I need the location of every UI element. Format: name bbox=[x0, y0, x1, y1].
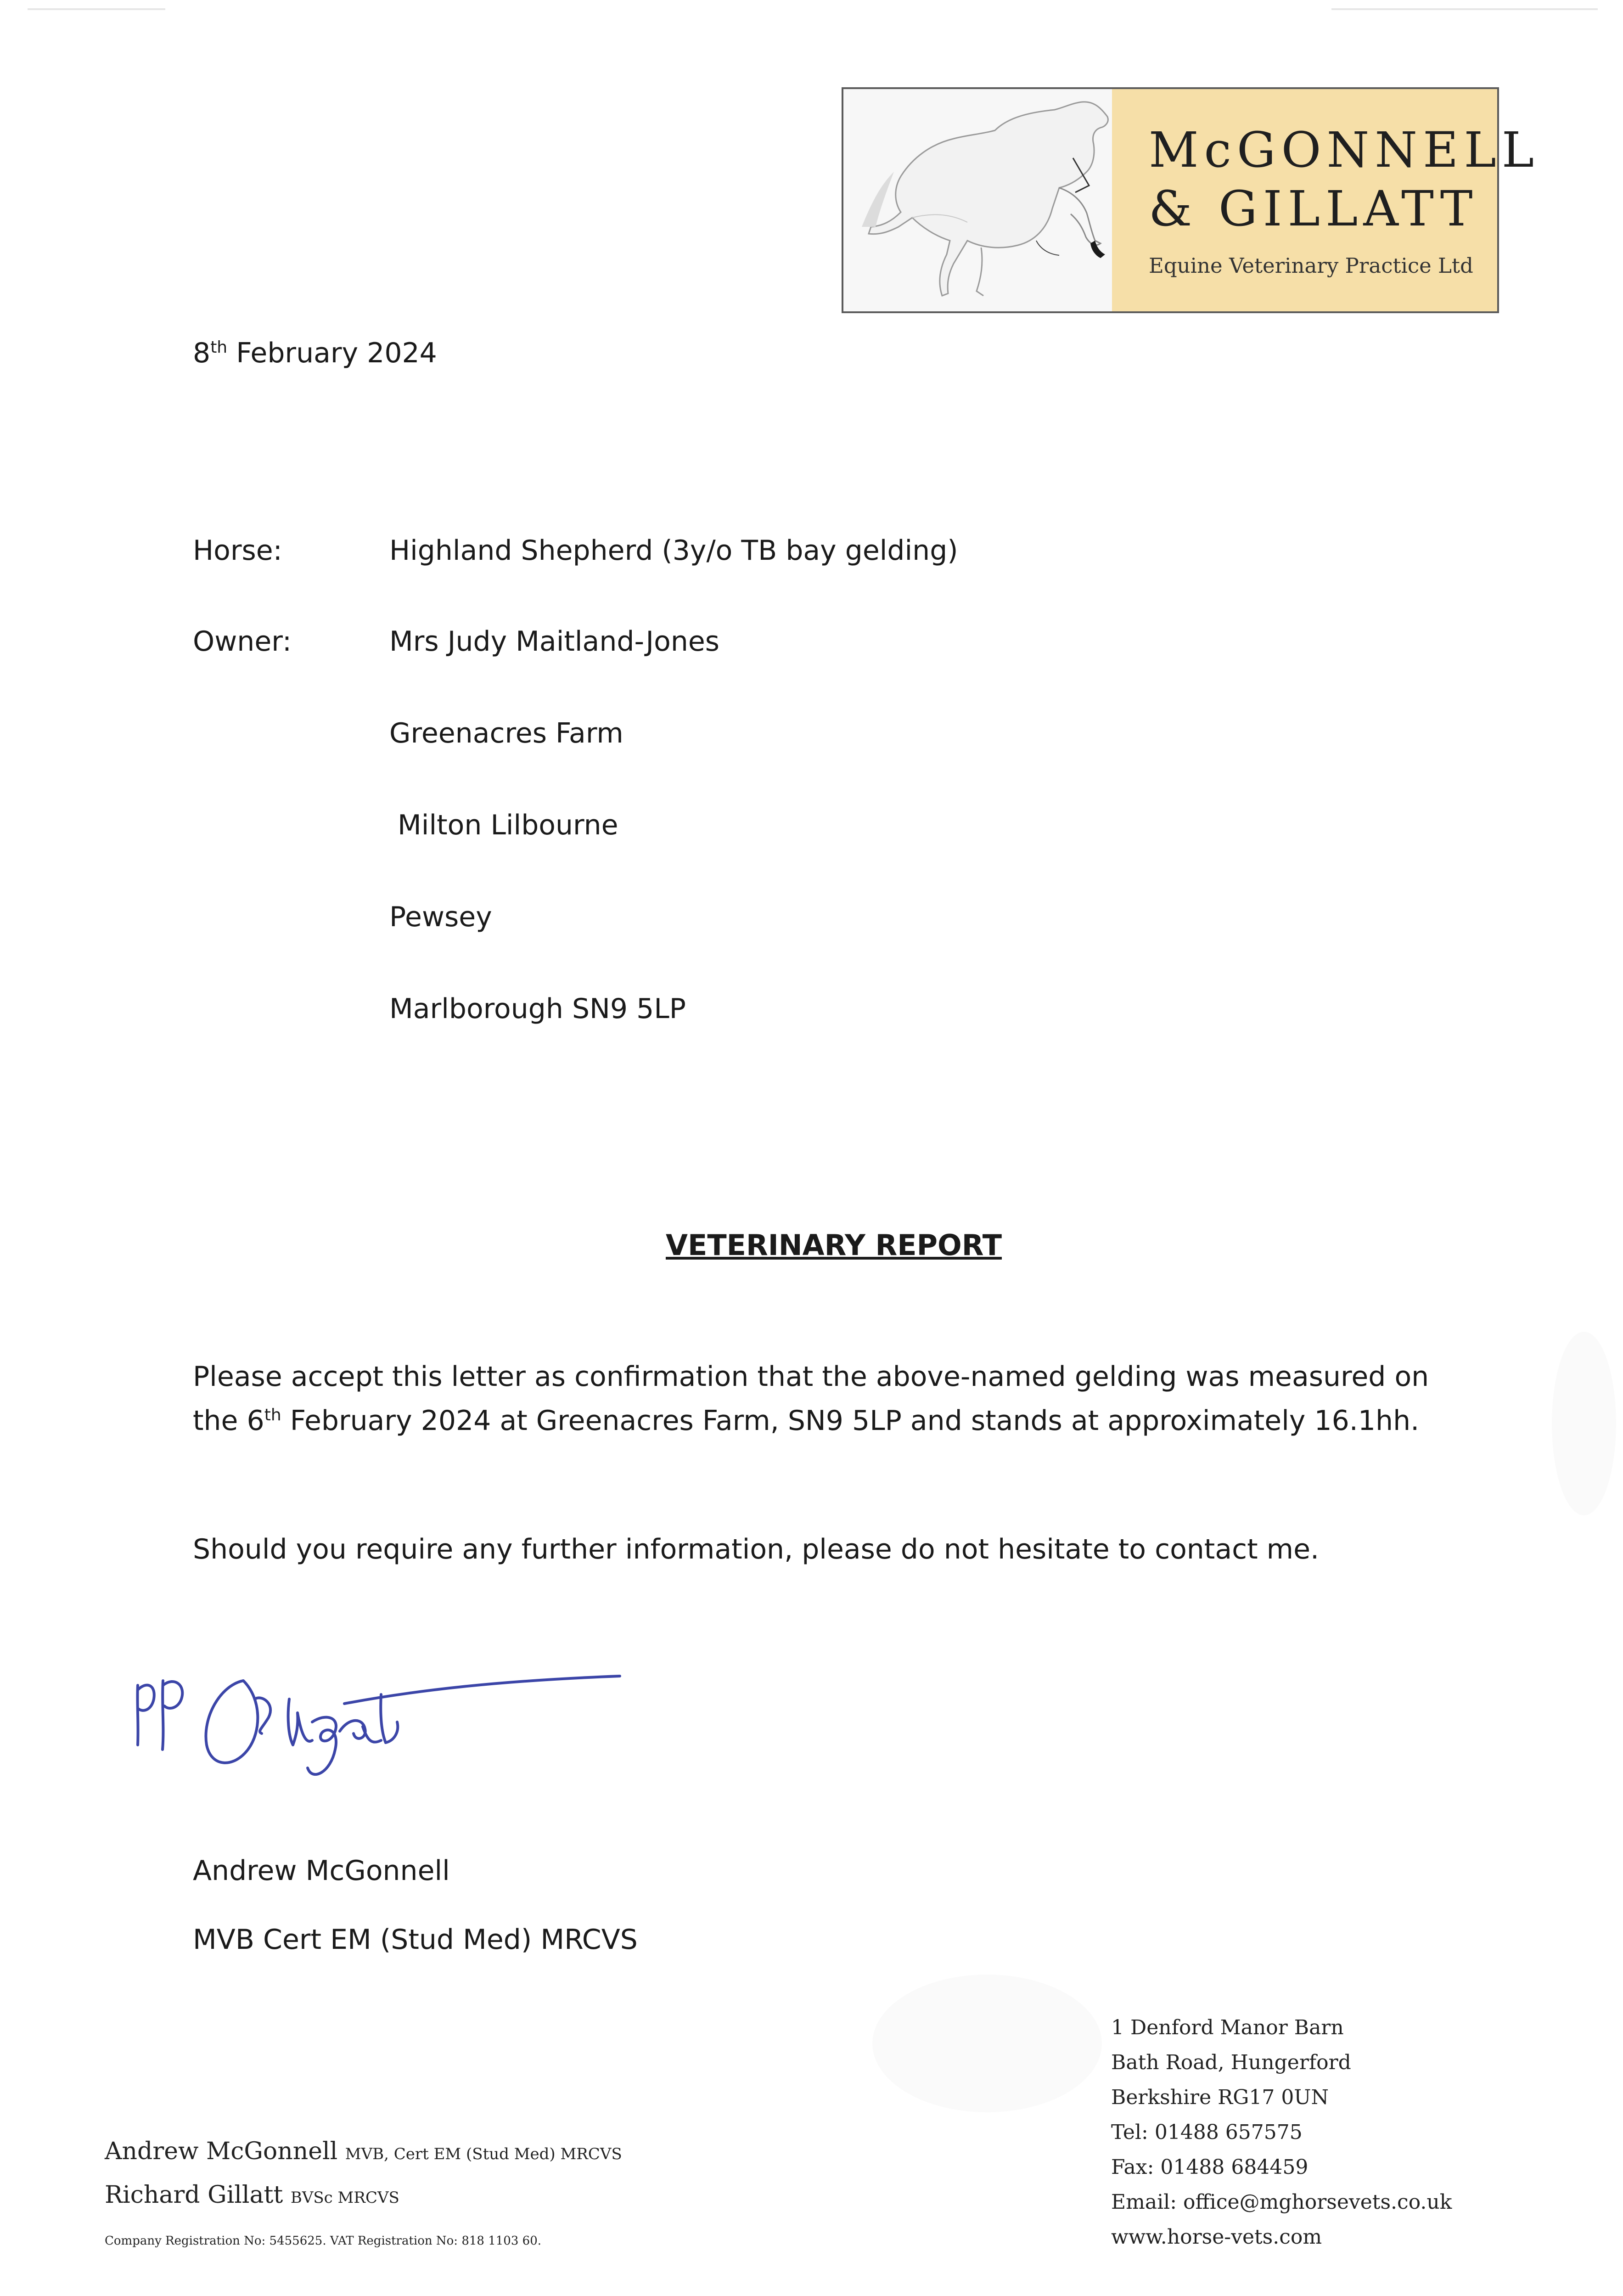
scan-edge-line-right bbox=[1331, 8, 1598, 10]
owner-label: Owner: bbox=[193, 625, 292, 658]
scan-smudge bbox=[872, 1975, 1102, 2112]
practice-logo bbox=[842, 87, 1540, 313]
letter-date bbox=[193, 335, 437, 371]
rearing-horse-icon bbox=[843, 89, 1112, 311]
partner-qualifications: BVSc MRCVS bbox=[290, 2189, 399, 2207]
report-text: February 2024 at Greenacres Farm, SN9 5LP and stands at approximately 16.1hh. bbox=[290, 1405, 1420, 1437]
handwritten-signature bbox=[124, 1653, 638, 1818]
report-paragraph-line: Please accept this letter as confirmation that the above-named gelding was measured on bbox=[193, 1361, 1429, 1393]
owner-address-line: Milton Lilbourne bbox=[398, 809, 618, 841]
scan-edge-line-left bbox=[28, 8, 165, 10]
horse-value: Highland Shepherd (3y/o TB bay gelding) bbox=[389, 535, 958, 567]
partner-name: Richard Gillatt bbox=[105, 2181, 283, 2209]
company-registration: Company Registration No: 5455625. VAT Registration No: 818 1103 60. bbox=[105, 2234, 542, 2248]
date-day: 8 bbox=[193, 337, 211, 369]
footer-fax: Fax: 01488 684459 bbox=[1111, 2155, 1309, 2179]
closing-paragraph: Should you require any further information, please do not hesitate to contact me. bbox=[193, 1533, 1320, 1565]
date-rest: February 2024 bbox=[236, 337, 437, 369]
footer-email: Email: office@mghorsevets.co.uk bbox=[1111, 2190, 1452, 2214]
footer-partner bbox=[105, 2181, 399, 2209]
signatory-name: Andrew McGonnell bbox=[193, 1855, 450, 1887]
footer-address-line: Berkshire RG17 0UN bbox=[1111, 2086, 1329, 2109]
date-suffix: th bbox=[210, 338, 228, 357]
owner-address-line: Greenacres Farm bbox=[389, 717, 623, 749]
report-text: the 6 bbox=[193, 1405, 264, 1437]
logo-text-panel bbox=[1112, 89, 1540, 311]
partner-qualifications: MVB, Cert EM (Stud Med) MRCVS bbox=[345, 2145, 622, 2163]
report-title: VETERINARY REPORT bbox=[666, 1228, 1002, 1262]
footer-address-line: Bath Road, Hungerford bbox=[1111, 2051, 1351, 2074]
logo-name-line1: McGONNELL bbox=[1149, 122, 1540, 178]
footer-website: www.horse-vets.com bbox=[1111, 2225, 1322, 2249]
report-paragraph-line bbox=[193, 1399, 1419, 1443]
footer-partner bbox=[105, 2138, 622, 2165]
scan-smudge bbox=[1552, 1332, 1616, 1515]
logo-subtitle: Equine Veterinary Practice Ltd bbox=[1149, 253, 1473, 278]
horse-label: Horse: bbox=[193, 535, 282, 567]
partner-name: Andrew McGonnell bbox=[105, 2138, 338, 2165]
footer-address-line: 1 Denford Manor Barn bbox=[1111, 2016, 1344, 2039]
owner-name: Mrs Judy Maitland-Jones bbox=[389, 625, 720, 658]
footer-phone: Tel: 01488 657575 bbox=[1111, 2121, 1303, 2144]
logo-name-line2: & GILLATT bbox=[1149, 180, 1478, 237]
owner-address-line: Marlborough SN9 5LP bbox=[389, 993, 686, 1025]
date-suffix: th bbox=[264, 1406, 281, 1424]
signatory-qualifications: MVB Cert EM (Stud Med) MRCVS bbox=[193, 1924, 638, 1956]
owner-address-line: Pewsey bbox=[389, 901, 492, 933]
